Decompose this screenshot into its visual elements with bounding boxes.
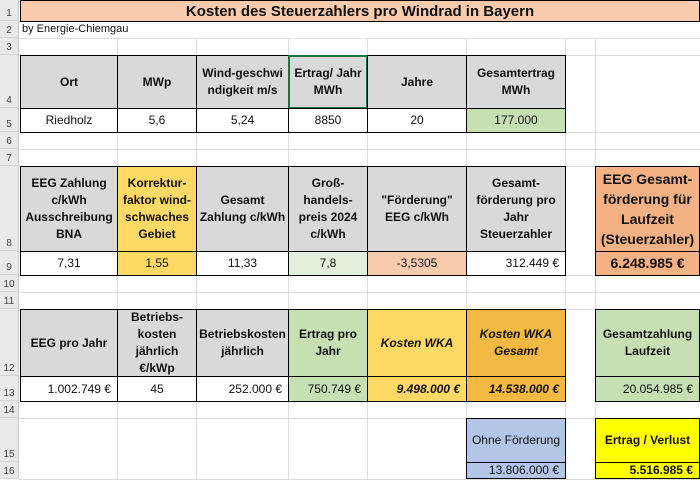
row-header[interactable]: 9 — [0, 251, 19, 275]
value-foerderung-eeg[interactable]: -3,5305 — [367, 251, 467, 276]
header-betriebskosten-jaehrlich[interactable]: Betriebskosten jährlich — [196, 309, 289, 377]
header-foerderung-eeg[interactable]: "Förderung" EEG c/kWh — [367, 166, 467, 252]
header-ort[interactable]: Ort — [20, 55, 118, 109]
row-header[interactable]: 12 — [0, 309, 19, 376]
row-header[interactable]: 3 — [0, 38, 19, 55]
row-header[interactable]: 8 — [0, 166, 19, 251]
value-eeg-zahlung[interactable]: 7,31 — [20, 251, 118, 276]
value-ohne-foerderung[interactable]: 13.806.000 € — [466, 462, 566, 479]
header-korrekturfaktor[interactable]: Korrektur-faktor wind-schwaches Gebiet — [117, 166, 197, 252]
value-gesamtfoerderung-jahr[interactable]: 312.449 € — [466, 251, 566, 276]
value-gesamtertrag[interactable]: 177.000 — [466, 108, 566, 133]
value-gesamt-zahlung[interactable]: 11,33 — [196, 251, 289, 276]
header-gesamtzahlung-laufzeit[interactable]: Gesamtzahlung Laufzeit — [595, 309, 700, 377]
value-kosten-wka[interactable]: 9.498.000 € — [367, 376, 467, 402]
value-jahre[interactable]: 20 — [367, 108, 467, 133]
gridline — [19, 149, 700, 150]
row-header[interactable]: 1 — [0, 0, 19, 21]
header-eeg-zahlung[interactable]: EEG Zahlung c/kWh Ausschreibung BNA — [20, 166, 118, 252]
value-mwp[interactable]: 5,6 — [117, 108, 197, 133]
header-gesamt-zahlung[interactable]: Gesamt Zahlung c/kWh — [196, 166, 289, 252]
value-korrekturfaktor[interactable]: 1,55 — [117, 251, 197, 276]
sheet-title[interactable]: Kosten des Steuerzahlers pro Windrad in Bayern — [20, 0, 700, 22]
header-eeg-pro-jahr[interactable]: EEG pro Jahr — [20, 309, 118, 377]
value-ertrag-jahr[interactable]: 8850 — [288, 108, 368, 133]
gridline — [19, 38, 700, 39]
row-header[interactable]: 2 — [0, 21, 19, 38]
value-betriebskosten-jaehrlich[interactable]: 252.000 € — [196, 376, 289, 402]
row-header[interactable]: 4 — [0, 55, 19, 108]
header-gesamtertrag[interactable]: Gesamtertrag MWh — [466, 55, 566, 109]
header-ohne-foerderung[interactable]: Ohne Förderung — [466, 418, 566, 463]
row-header[interactable]: 7 — [0, 149, 19, 166]
header-gesamtfoerderung-jahr[interactable]: Gesamt-förderung pro Jahr Steuerzahler — [466, 166, 566, 252]
row-header[interactable]: 10 — [0, 275, 19, 292]
header-kosten-wka[interactable]: Kosten WKA — [367, 309, 467, 377]
value-betriebskosten-kwp[interactable]: 45 — [117, 376, 197, 402]
header-mwp[interactable]: MWp — [117, 55, 197, 109]
row-header[interactable]: 5 — [0, 108, 19, 132]
header-kosten-wka-gesamt[interactable]: Kosten WKA Gesamt — [466, 309, 566, 377]
row-header[interactable]: 16 — [0, 462, 19, 479]
header-ertrag-jahr[interactable]: Ertrag/ Jahr MWh — [288, 55, 368, 109]
header-grosshandelspreis[interactable]: Groß-handels-preis 2024 c/kWh — [288, 166, 368, 252]
header-jahre[interactable]: Jahre — [367, 55, 467, 109]
header-ertrag-verlust[interactable]: Ertrag / Verlust — [595, 418, 700, 463]
gridline — [19, 292, 700, 293]
value-grosshandelspreis[interactable]: 7,8 — [288, 251, 368, 276]
header-ertrag-pro-jahr[interactable]: Ertrag pro Jahr — [288, 309, 368, 377]
value-eeg-gesamtfoerderung[interactable]: 6.248.985 € — [595, 251, 700, 276]
row-header[interactable]: 15 — [0, 418, 19, 462]
value-gesamtzahlung-laufzeit[interactable]: 20.054.985 € — [595, 376, 700, 402]
header-eeg-gesamtfoerderung[interactable]: EEG Gesamt-förderung für Laufzeit (Steuerzahler) — [595, 166, 700, 252]
row-header[interactable]: 6 — [0, 132, 19, 149]
row-header[interactable]: 14 — [0, 401, 19, 418]
value-ertrag-pro-jahr[interactable]: 750.749 € — [288, 376, 368, 402]
value-ort[interactable]: Riedholz — [20, 108, 118, 133]
value-eeg-pro-jahr[interactable]: 1.002.749 € — [20, 376, 118, 402]
header-betriebskosten-kwp[interactable]: Betriebs-kosten jährlich €/kWp — [117, 309, 197, 377]
byline[interactable]: by Energie-Chiemgau — [22, 23, 129, 35]
value-kosten-wka-gesamt[interactable]: 14.538.000 € — [466, 376, 566, 402]
value-ertrag-verlust[interactable]: 5.516.985 € — [595, 462, 700, 479]
row-header[interactable]: 13 — [0, 376, 19, 401]
value-windgeschwindigkeit[interactable]: 5,24 — [196, 108, 289, 133]
header-windgeschwindigkeit[interactable]: Wind-geschwindigkeit m/s — [196, 55, 289, 109]
row-header[interactable]: 11 — [0, 292, 19, 309]
